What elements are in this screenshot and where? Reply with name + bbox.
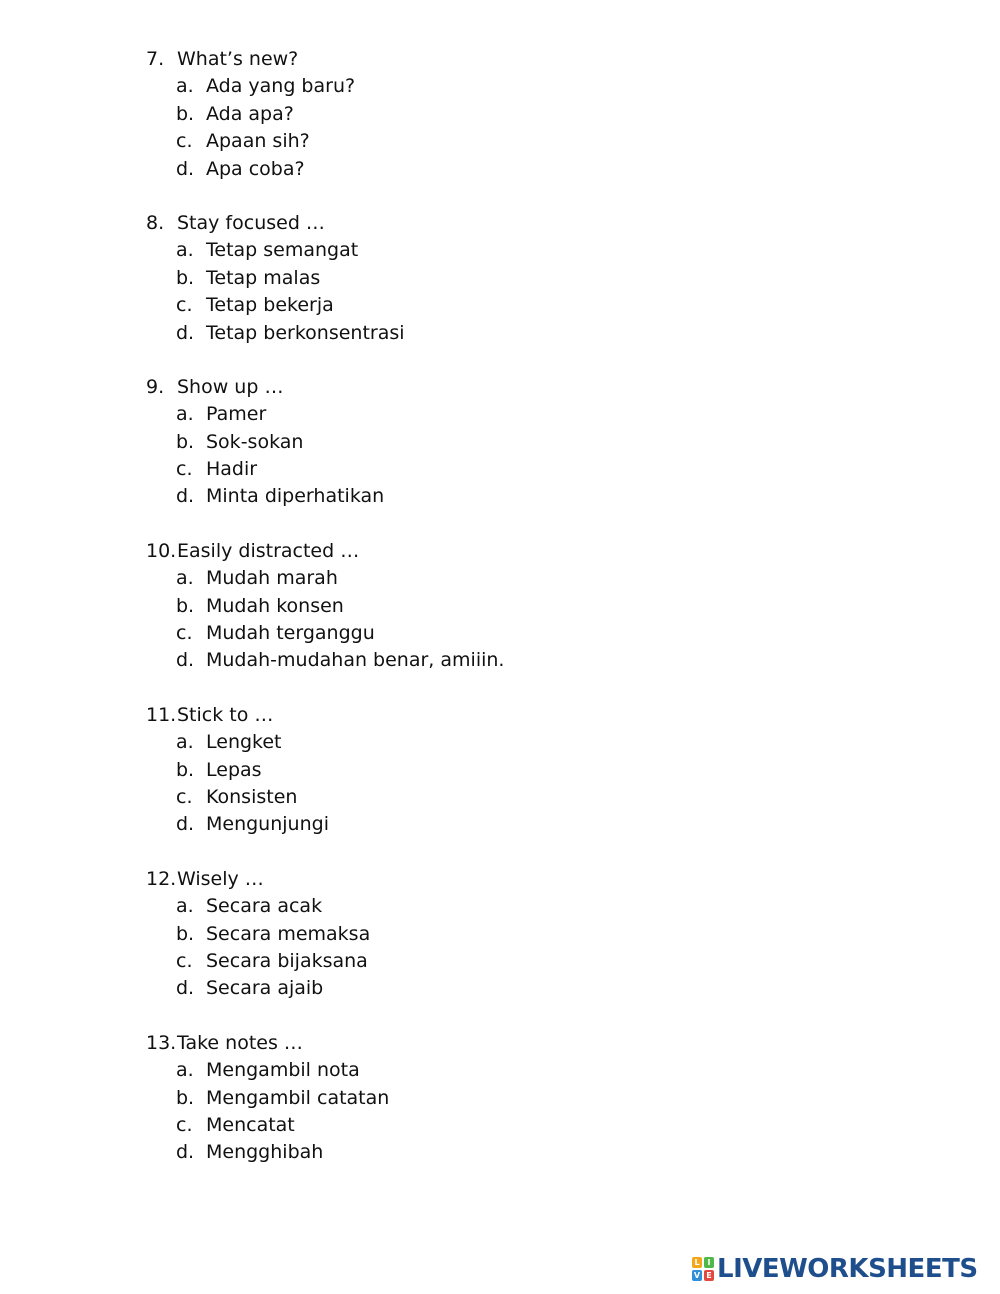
logo-tile-v: V [693,1271,701,1280]
option-text: Mencatat [206,1113,295,1136]
option-d[interactable] [0,811,1000,838]
option-letter: b. [176,1086,195,1109]
option-text: Tetap berkonsentrasi [206,321,405,344]
option-c[interactable] [0,456,1000,483]
question-12 [0,866,1000,1003]
option-letter: c. [176,458,193,481]
question-text: Show up … [177,375,284,398]
option-text: Hadir [206,458,258,481]
option-letter: a. [176,75,194,98]
option-a[interactable] [0,73,1000,100]
question-number: 11. [146,703,177,726]
option-text: Mudah-mudahan benar, amiiin. [206,649,505,672]
option-letter: b. [176,266,195,289]
option-text: Tetap malas [206,266,321,289]
option-letter: d. [176,649,195,672]
question-number: 10. [146,539,177,562]
option-letter: c. [176,622,193,645]
option-text: Apa coba? [206,157,305,180]
option-text: Pamer [206,403,267,426]
option-text: Secara ajaib [206,977,324,1000]
option-letter: c. [176,1113,193,1136]
option-letter: c. [176,785,193,808]
option-letter: a. [176,731,194,754]
brand-name: LIVEWORKSHEETS [717,1254,978,1284]
option-text: Mengghibah [206,1141,324,1164]
option-text: Mengambil nota [206,1059,360,1082]
question-line [0,1030,1000,1057]
question-line [0,866,1000,893]
option-d[interactable] [0,156,1000,183]
option-text: Mudah marah [206,567,338,590]
question-line [0,702,1000,729]
option-text: Minta diperhatikan [206,485,385,508]
option-b[interactable] [0,101,1000,128]
option-a[interactable] [0,893,1000,920]
option-text: Mudah terganggu [206,622,375,645]
option-b[interactable] [0,429,1000,456]
question-number: 7. [146,48,165,70]
option-text: Mengunjungi [206,813,329,836]
option-d[interactable] [0,1139,1000,1166]
logo-tile-e: E [704,1270,714,1281]
question-text: Take notes … [177,1031,303,1054]
option-letter: d. [176,977,195,1000]
option-c[interactable] [0,128,1000,155]
question-text: Easily distracted … [177,539,360,562]
question-line [0,374,1000,401]
question-number: 9. [146,375,165,398]
question-10 [0,538,1000,675]
question-line [0,538,1000,565]
question-7 [0,46,1000,183]
option-letter: c. [176,949,193,972]
question-number: 8. [146,211,165,234]
option-text: Tetap semangat [206,239,359,262]
option-letter: b. [176,594,195,617]
option-d[interactable] [0,320,1000,347]
question-number: 13. [146,1031,177,1054]
option-letter: d. [176,157,195,180]
option-b[interactable] [0,1085,1000,1112]
option-b[interactable] [0,593,1000,620]
logo-tile-i: I [704,1257,714,1268]
option-letter: c. [176,294,193,317]
option-d[interactable] [0,975,1000,1002]
option-text: Tetap bekerja [206,294,334,317]
option-letter: c. [176,130,193,153]
question-line [0,46,1000,73]
question-9 [0,374,1000,511]
liveworksheets-logo-icon [692,1257,714,1281]
option-letter: b. [176,102,195,125]
question-text: Stick to … [177,703,274,726]
option-letter: d. [176,813,195,836]
liveworksheets-logo[interactable] [692,1252,978,1286]
option-c[interactable] [0,784,1000,811]
option-c[interactable] [0,292,1000,319]
question-11 [0,702,1000,839]
option-a[interactable] [0,401,1000,428]
question-list [0,46,1000,1194]
option-d[interactable] [0,483,1000,510]
option-letter: d. [176,1141,195,1164]
option-text: Mengambil catatan [206,1086,390,1109]
question-text: Stay focused … [177,211,325,234]
option-letter: a. [176,239,194,262]
option-letter: a. [176,567,194,590]
option-letter: a. [176,895,194,918]
option-text: Mudah konsen [206,594,344,617]
option-c[interactable] [0,620,1000,647]
option-letter: a. [176,403,194,426]
option-a[interactable] [0,729,1000,756]
question-number: 12. [146,867,177,890]
option-text: Ada apa? [206,102,294,125]
option-text: Secara acak [206,895,323,918]
option-d[interactable] [0,647,1000,674]
question-text: Wisely … [177,867,264,890]
option-b[interactable] [0,757,1000,784]
option-text: Apaan sih? [206,130,310,153]
option-c[interactable] [0,948,1000,975]
option-text: Sok-sokan [206,430,304,453]
logo-tile-l: L [692,1257,702,1268]
option-letter: b. [176,922,195,945]
option-a[interactable] [0,565,1000,592]
option-text: Konsisten [206,785,298,808]
option-b[interactable] [0,921,1000,948]
question-13 [0,1030,1000,1167]
option-text: Lepas [206,758,262,781]
option-b[interactable] [0,265,1000,292]
option-text: Secara memaksa [206,922,371,945]
option-a[interactable] [0,1057,1000,1084]
option-letter: d. [176,321,195,344]
option-letter: b. [176,758,195,781]
option-letter: b. [176,430,195,453]
question-8 [0,210,1000,347]
option-c[interactable] [0,1112,1000,1139]
option-letter: a. [176,1059,194,1082]
option-text: Lengket [206,731,282,754]
option-text: Ada yang baru? [206,75,356,98]
question-text: What’s new? [177,48,299,70]
option-a[interactable] [0,237,1000,264]
question-line [0,210,1000,237]
option-text: Secara bijaksana [206,949,368,972]
option-letter: d. [176,485,195,508]
